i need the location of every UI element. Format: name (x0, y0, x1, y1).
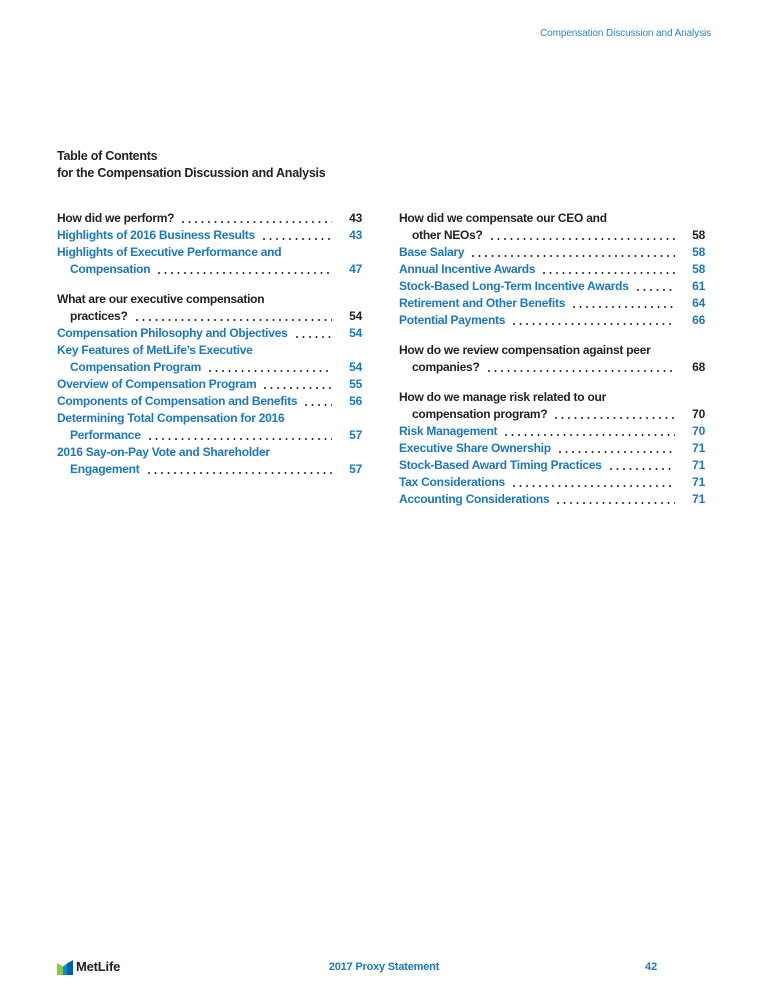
toc-right-column (399, 210, 705, 508)
page-number: 57 (349, 462, 362, 476)
entry-title: Overview of Compensation Program (57, 377, 257, 391)
dot-leader (636, 278, 675, 295)
toc-entry-how-did-we-compensate (399, 210, 705, 244)
page-number-footer: 42 (645, 961, 658, 973)
page-number: 54 (349, 326, 362, 340)
entry-title: How do we manage risk related to our (399, 390, 607, 404)
toc-entry-highlights-executive-performance[interactable] (57, 244, 362, 278)
dot-leader (487, 359, 675, 376)
entry-title: 2016 Say-on-Pay Vote and Shareholder (57, 445, 270, 459)
entry-title-continued: Engagement (70, 462, 140, 476)
page-number: 58 (692, 228, 705, 242)
dot-leader (157, 261, 332, 278)
dot-leader (504, 423, 675, 440)
toc-entry-tax-considerations[interactable] (399, 474, 705, 491)
entry-title: Highlights of 2016 Business Results (57, 228, 255, 242)
toc-entry-determining-total-compensation[interactable] (57, 410, 362, 444)
page-number: 43 (349, 211, 362, 225)
dot-leader (135, 308, 332, 325)
dot-leader (558, 440, 675, 457)
dot-leader (490, 227, 675, 244)
entry-title: Tax Considerations (399, 475, 505, 489)
entry-title-continued: Performance (70, 428, 141, 442)
page-number: 66 (692, 313, 705, 327)
toc-entry-executive-share-ownership[interactable] (399, 440, 705, 457)
page-number: 71 (692, 458, 705, 472)
entry-title: Retirement and Other Benefits (399, 296, 566, 310)
dot-leader (609, 457, 675, 474)
dot-leader (208, 359, 332, 376)
toc-entry-how-did-we-perform (57, 210, 362, 227)
dot-leader (554, 406, 675, 423)
entry-title: Stock-Based Long-Term Incentive Awards (399, 279, 629, 293)
toc-title: Table of Contents (57, 149, 158, 163)
dot-leader (295, 325, 332, 342)
entry-title-continued: companies? (412, 360, 480, 374)
entry-title: Components of Compensation and Benefits (57, 394, 298, 408)
entry-title: Accounting Considerations (399, 492, 550, 506)
entry-title: What are our executive compensation (57, 292, 265, 306)
dot-leader (556, 491, 675, 508)
toc-entry-overview-compensation-program[interactable] (57, 376, 362, 393)
toc-entry-base-salary[interactable] (399, 244, 705, 261)
page-number: 58 (692, 245, 705, 259)
toc-entry-manage-risk (399, 389, 705, 423)
entry-title: How do we review compensation against peer (399, 343, 651, 357)
entry-title: How did we compensate our CEO and (399, 211, 607, 225)
dot-leader (262, 227, 332, 244)
dot-leader (181, 210, 332, 227)
toc-entry-annual-incentive-awards[interactable] (399, 261, 705, 278)
document-title: 2017 Proxy Statement (328, 961, 440, 973)
toc-entry-potential-payments[interactable] (399, 312, 705, 329)
dot-leader (148, 427, 332, 444)
page-number: 64 (692, 296, 705, 310)
page-number: 70 (692, 424, 705, 438)
page-number: 71 (692, 441, 705, 455)
toc-entry-accounting-considerations[interactable] (399, 491, 705, 508)
entry-title-continued: compensation program? (412, 407, 548, 421)
dot-leader (147, 461, 332, 478)
toc-entry-highlights-business-results[interactable] (57, 227, 362, 244)
dot-leader (304, 393, 332, 410)
entry-title: Base Salary (399, 245, 465, 259)
dot-leader (263, 376, 332, 393)
entry-title-continued: other NEOs? (412, 228, 483, 242)
entry-title-continued: Compensation (70, 262, 151, 276)
toc-left-column (57, 210, 362, 478)
toc-entry-executive-compensation-practices (57, 291, 362, 325)
toc-entry-key-features[interactable] (57, 342, 362, 376)
toc-entry-components-compensation-benefits[interactable] (57, 393, 362, 410)
toc-entry-risk-management[interactable] (399, 423, 705, 440)
entry-title-continued: practices? (70, 309, 128, 323)
toc-subtitle: for the Compensation Discussion and Analysis (57, 166, 326, 180)
entry-title: Executive Share Ownership (399, 441, 551, 455)
entry-title: How did we perform? (57, 211, 175, 225)
entry-title: Compensation Philosophy and Objectives (57, 326, 288, 340)
dot-leader (512, 474, 675, 491)
entry-title: Determining Total Compensation for 2016 (57, 411, 285, 425)
page-number: 43 (349, 228, 362, 242)
toc-entry-compensation-philosophy[interactable] (57, 325, 362, 342)
page-number: 54 (349, 309, 362, 323)
dot-leader (471, 244, 675, 261)
page-number: 57 (349, 428, 362, 442)
page-number: 56 (349, 394, 362, 408)
entry-title: Stock-Based Award Timing Practices (399, 458, 602, 472)
dot-leader (512, 312, 675, 329)
page-number: 55 (349, 377, 362, 391)
toc-entry-say-on-pay-vote[interactable] (57, 444, 362, 478)
toc-entry-award-timing-practices[interactable] (399, 457, 705, 474)
entry-title: Highlights of Executive Performance and (57, 245, 282, 259)
page-number: 61 (692, 279, 705, 293)
brand-name: MetLife (76, 959, 121, 974)
toc-entry-review-against-peers (399, 342, 705, 376)
toc-entry-retirement-benefits[interactable] (399, 295, 705, 312)
entry-title: Risk Management (399, 424, 498, 438)
entry-title: Annual Incentive Awards (399, 262, 536, 276)
entry-title: Key Features of MetLife’s Executive (57, 343, 253, 357)
toc-entry-stock-based-ltia[interactable] (399, 278, 705, 295)
page-number: 68 (692, 360, 705, 374)
page-number: 47 (349, 262, 362, 276)
page-number: 54 (349, 360, 362, 374)
entry-title-continued: Compensation Program (70, 360, 202, 374)
page-number: 71 (692, 475, 705, 489)
entry-title: Potential Payments (399, 313, 506, 327)
dot-leader (572, 295, 675, 312)
page-number: 71 (692, 492, 705, 506)
toc-heading (57, 148, 325, 182)
running-header: Compensation Discussion and Analysis (540, 28, 711, 39)
page-number: 58 (692, 262, 705, 276)
dot-leader (542, 261, 675, 278)
page-number: 70 (692, 407, 705, 421)
